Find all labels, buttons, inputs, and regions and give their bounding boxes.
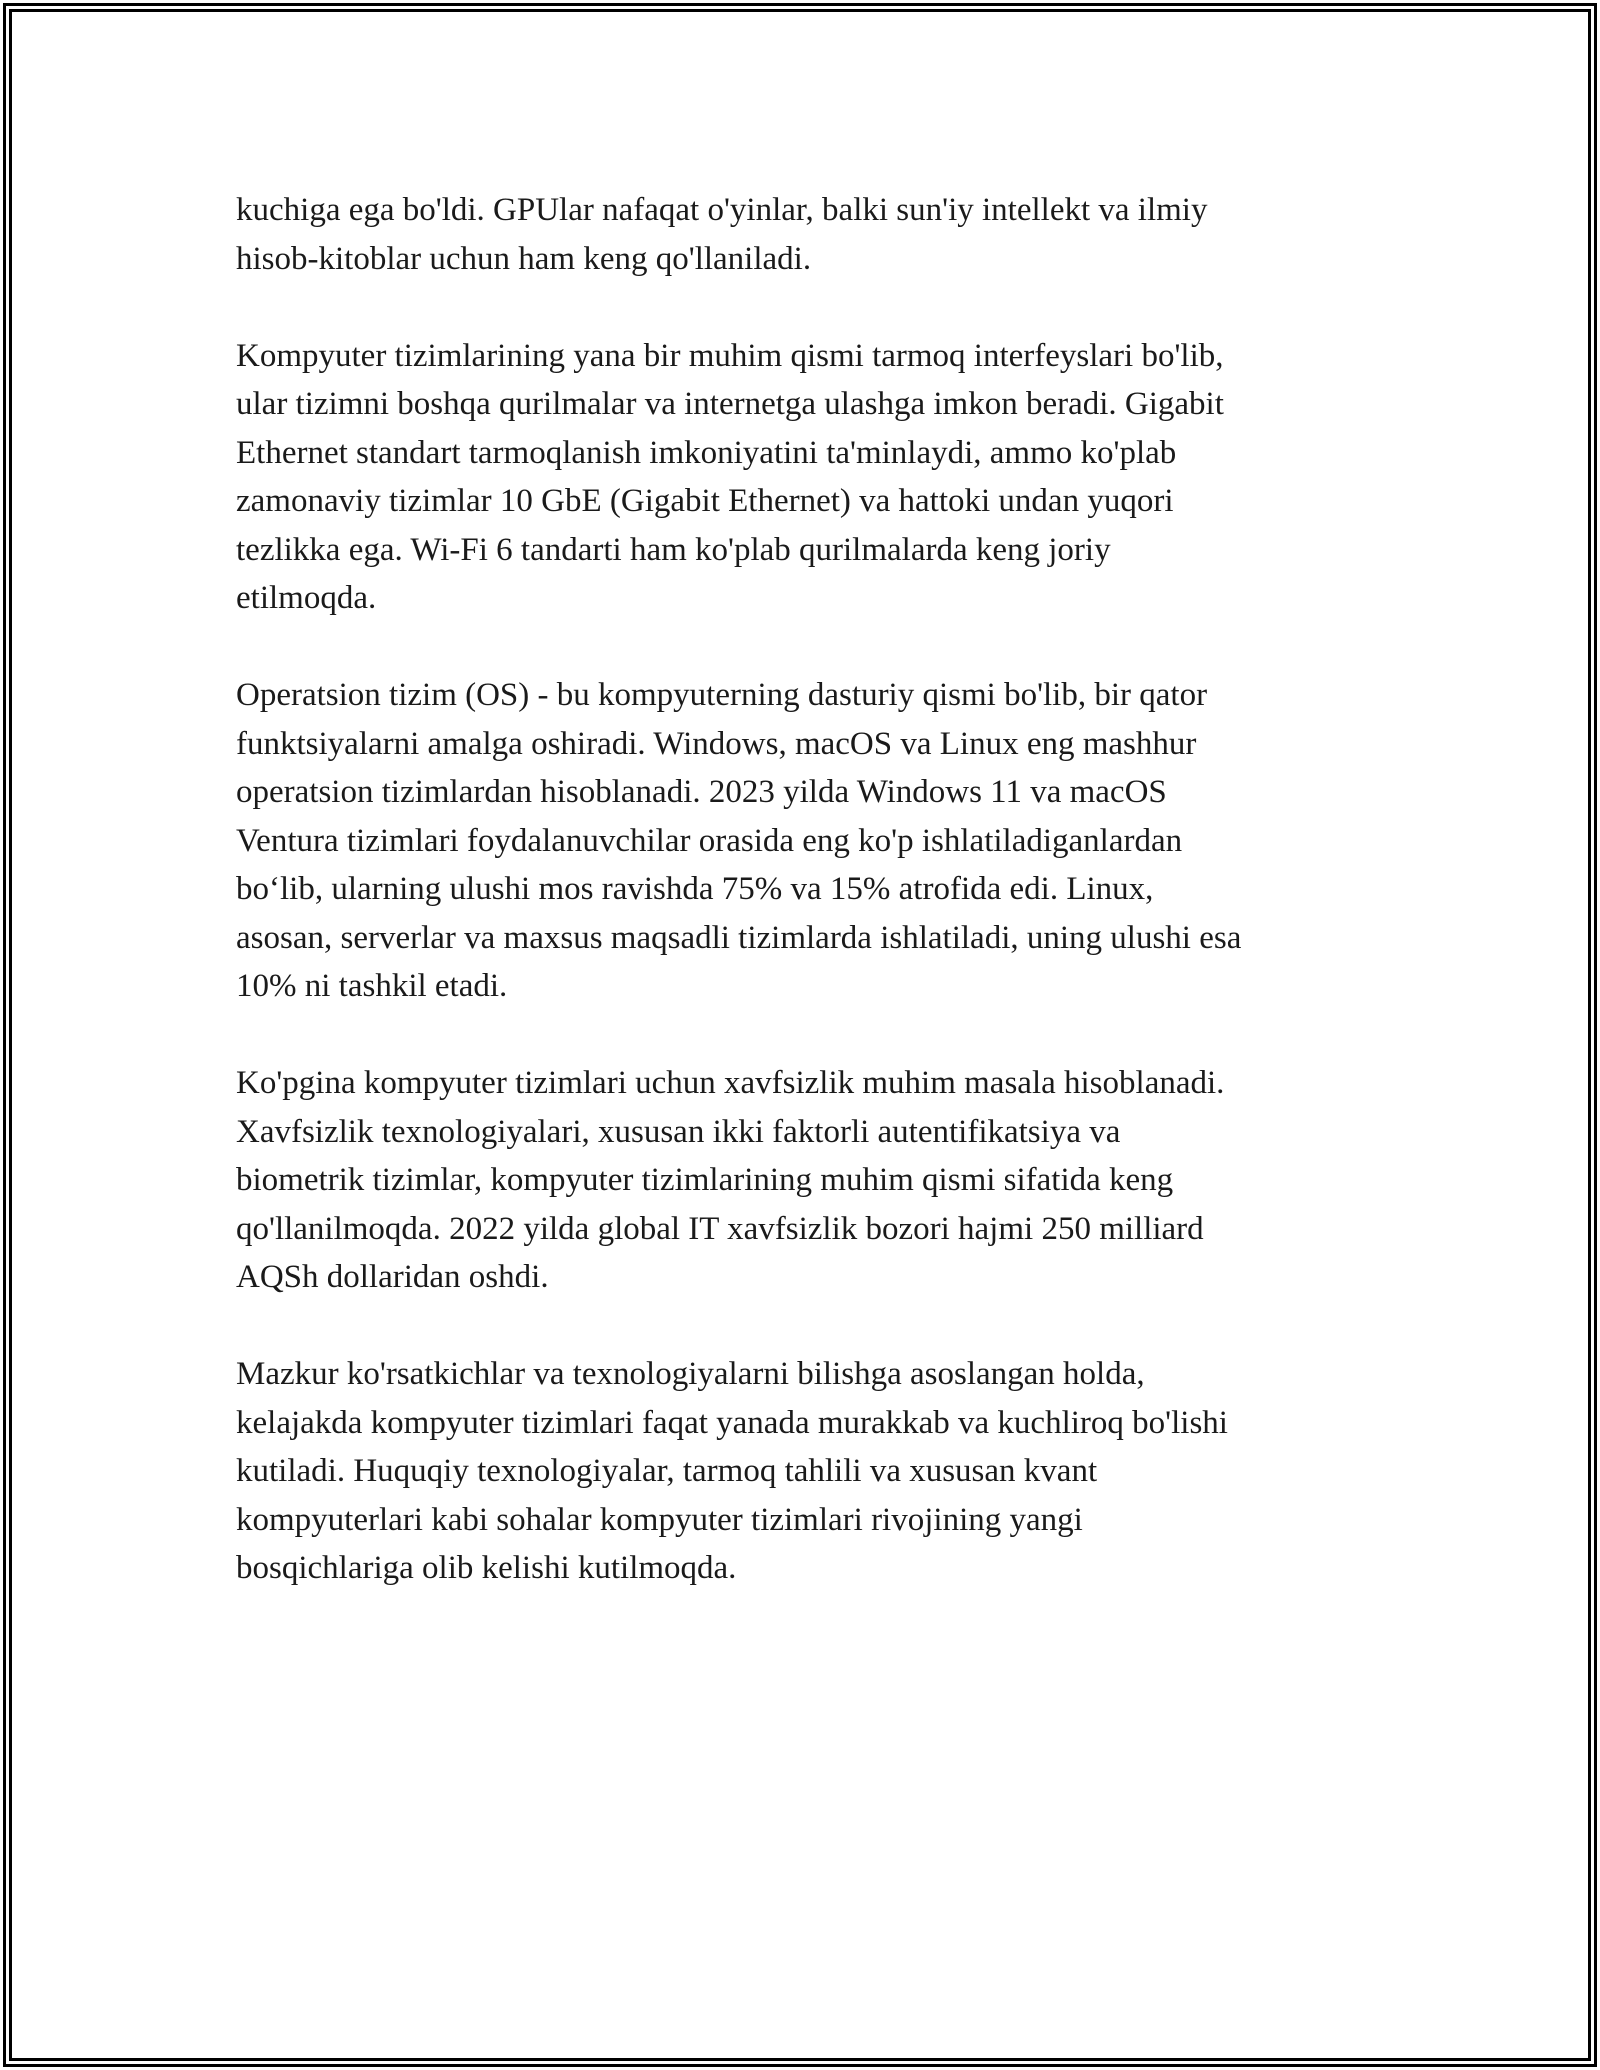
text-line: Operatsion tizim (OS) - bu kompyuterning dasturiy qismi bo'lib, bir qator <box>236 677 1208 713</box>
text-line: qo'llanilmoqda. 2022 yilda global IT xavfsizlik bozori hajmi 250 milliard <box>236 1210 1204 1247</box>
paragraph-4 <box>236 1059 1366 1302</box>
text-line: hisob-kitoblar uchun ham keng qo'llaniladi. <box>236 240 812 277</box>
paragraph-2 <box>236 332 1366 623</box>
text-line: biometrik tizimlar, kompyuter tizimlarining muhim qismi sifatida keng <box>236 1162 1174 1198</box>
text-line: Ethernet standart tarmoqlanish imkoniyatini ta'minlaydi, ammo ko'plab <box>236 434 1177 471</box>
text-line: AQSh dollaridan oshdi. <box>236 1259 549 1295</box>
paragraph-1 <box>236 186 1366 283</box>
text-line: funktsiyalarni amalga oshiradi. Windows, macOS va Linux eng mashhur <box>236 725 1197 762</box>
text-line: zamonaviy tizimlar 10 GbE (Gigabit Ethernet) va hattoki undan yuqori <box>236 483 1174 519</box>
paragraph-3 <box>236 671 1366 1011</box>
text-line: Ventura tizimlari foydalanuvchilar orasida eng ko'p ishlatiladiganlardan <box>236 822 1183 859</box>
text-line: kompyuterlari kabi sohalar kompyuter tizimlari rivojining yangi <box>236 1501 1083 1538</box>
text-line: Ko'pgina kompyuter tizimlari uchun xavfsizlik muhim masala hisoblanadi. <box>236 1065 1225 1101</box>
text-line: Xavfsizlik texnologiyalari, xususan ikki faktorli autentifikatsiya va <box>236 1113 1121 1150</box>
text-line: asosan, serverlar va maxsus maqsadli tizimlarda ishlatiladi, uning ulushi esa <box>236 919 1242 956</box>
document-body <box>236 186 1366 1593</box>
text-line: Kompyuter tizimlarining yana bir muhim qismi tarmoq interfeyslari bo'lib, <box>236 337 1224 374</box>
text-line: etilmoqda. <box>236 580 377 616</box>
paragraph-5 <box>236 1350 1366 1593</box>
text-line: kelajakda kompyuter tizimlari faqat yanada murakkab va kuchliroq bo'lishi <box>236 1404 1228 1441</box>
text-line: operatsion tizimlardan hisoblanadi. 2023 yilda Windows 11 va macOS <box>236 774 1167 810</box>
text-line: kutiladi. Huquqiy texnologiyalar, tarmoq tahlili va xususan kvant <box>236 1453 1098 1489</box>
text-line: bo‘lib, ularning ulushi mos ravishda 75% va 15% atrofida edi. Linux, <box>236 871 1154 907</box>
text-line: kuchiga ega bo'ldi. GPUlar nafaqat o'yinlar, balki sun'iy intellekt va ilmiy <box>236 192 1208 228</box>
text-line: Mazkur ko'rsatkichlar va texnologiyalarni bilishga asoslangan holda, <box>236 1356 1145 1392</box>
text-line: tezlikka ega. Wi-Fi 6 tandarti ham ko'plab qurilmalarda keng joriy <box>236 531 1111 568</box>
text-line: 10% ni tashkil etadi. <box>236 968 508 1004</box>
text-line: bosqichlariga olib kelishi kutilmoqda. <box>236 1550 737 1586</box>
text-line: ular tizimni boshqa qurilmalar va internetga ulashga imkon beradi. Gigabit <box>236 386 1224 422</box>
